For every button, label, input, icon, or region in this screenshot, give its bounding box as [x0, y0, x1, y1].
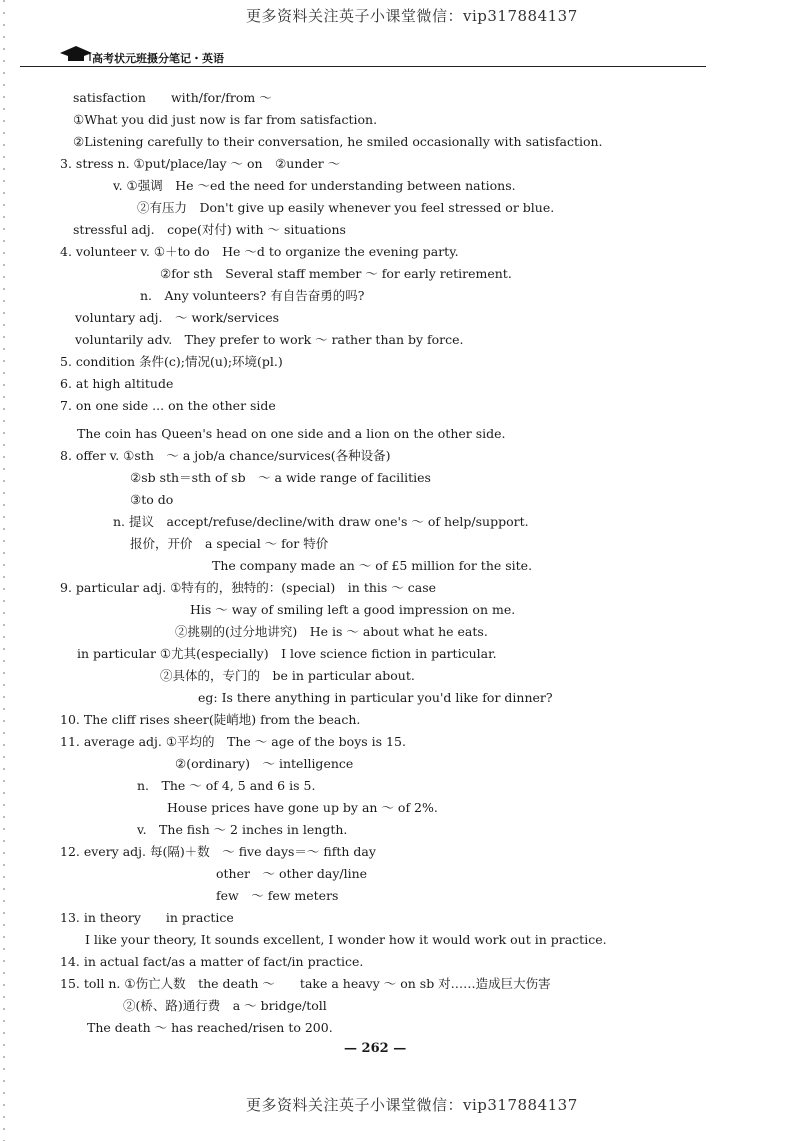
text-line: ②具体的，专门的 be in particular about.: [160, 668, 415, 683]
text-line: The coin has Queen's head on one side and a lion on the other side.: [77, 426, 506, 441]
text-line: ②sb sth＝sth of sb ～ a wide range of facilities: [130, 470, 431, 485]
text-line: ②(桥、路)通行费 a ～ bridge/toll: [123, 998, 327, 1013]
text-line: ②挑剔的(过分地讲究) He is ～ about what he eats.: [175, 624, 488, 639]
binding-margin: [3, 0, 5, 1141]
text-line: ②(ordinary) ～ intelligence: [175, 756, 354, 771]
text-line: eg: Is there anything in particular you'd like for dinner?: [198, 690, 553, 705]
text-line: satisfaction with/for/from ～: [73, 90, 272, 105]
text-line: ①What you did just now is far from satisfaction.: [73, 112, 378, 127]
watermark-top: 更多资料关注英子小课堂微信：vip317884137: [246, 7, 578, 25]
text-line: 报价，开价 a special ～ for 特价: [130, 536, 329, 551]
graduation-cap-icon: [58, 44, 94, 68]
text-line: 3. stress n. ①put/place/lay ～ on ②under ～: [60, 156, 341, 171]
text-line: v. ①强调 He ～ed the need for understanding between nations.: [113, 178, 516, 193]
text-line: ③to do: [130, 492, 174, 507]
text-line: ②Listening carefully to their conversation, he smiled occasionally with satisfaction.: [73, 134, 603, 149]
text-line: n. 提议 accept/refuse/decline/with draw one's ～ of help/support.: [113, 514, 529, 529]
text-line: 12. every adj. 每(隔)＋数 ～ five days＝～ fifth day: [60, 844, 376, 859]
text-line: 14. in actual fact/as a matter of fact/in practice.: [60, 954, 364, 969]
text-line: 8. offer v. ①sth ～ a job/a chance/survices(各种设备): [60, 448, 391, 463]
text-line: ②for sth Several staff member ～ for early retirement.: [160, 266, 512, 281]
text-line: 6. at high altitude: [60, 376, 174, 391]
page-number: — 262 —: [344, 1041, 407, 1056]
text-line: 13. in theory in practice: [60, 910, 234, 925]
text-line: 7. on one side ... on the other side: [60, 398, 276, 413]
text-line: 9. particular adj. ①特有的，独特的：(special) in this ～ case: [60, 580, 437, 595]
text-line: ②有压力 Don't give up easily whenever you feel stressed or blue.: [137, 200, 555, 215]
book-title: 高考状元班摄分笔记・英语: [92, 52, 224, 65]
watermark-bottom: 更多资料关注英子小课堂微信：vip317884137: [246, 1096, 578, 1114]
text-line: The company made an ～ of £5 million for the site.: [212, 558, 533, 573]
text-line: v. The fish ～ 2 inches in length.: [137, 822, 348, 837]
text-line: 4. volunteer v. ①＋to do He ～d to organize the evening party.: [60, 244, 459, 259]
text-line: 11. average adj. ①平均的 The ～ age of the boys is 15.: [60, 734, 406, 749]
text-line: 10. The cliff rises sheer(陡峭地) from the beach.: [60, 712, 361, 727]
text-line: in particular ①尤其(especially) I love science fiction in particular.: [77, 646, 497, 661]
text-line: I like your theory, It sounds excellent, I wonder how it would work out in practice.: [85, 932, 607, 947]
text-line: other ～ other day/line: [216, 866, 368, 881]
text-line: House prices have gone up by an ～ of 2%.: [167, 800, 438, 815]
text-line: The death ～ has reached/risen to 200.: [87, 1020, 333, 1035]
text-line: n. The ～ of 4, 5 and 6 is 5.: [137, 778, 316, 793]
text-line: 15. toll n. ①伤亡人数 the death ～ take a heavy ～ on sb 对……造成巨大伤害: [60, 976, 551, 991]
text-line: 5. condition 条件(c);情况(u);环境(pl.): [60, 354, 283, 369]
text-line: few ～ few meters: [216, 888, 339, 903]
text-line: n. Any volunteers? 有自告奋勇的吗?: [140, 288, 365, 303]
text-line: voluntary adj. ～ work/services: [75, 310, 280, 325]
header-rule: [20, 66, 706, 67]
text-line: voluntarily adv. They prefer to work ～ rather than by force.: [75, 332, 464, 347]
text-line: His ～ way of smiling left a good impression on me.: [190, 602, 516, 617]
text-line: stressful adj. cope(对付) with ～ situations: [73, 222, 346, 237]
